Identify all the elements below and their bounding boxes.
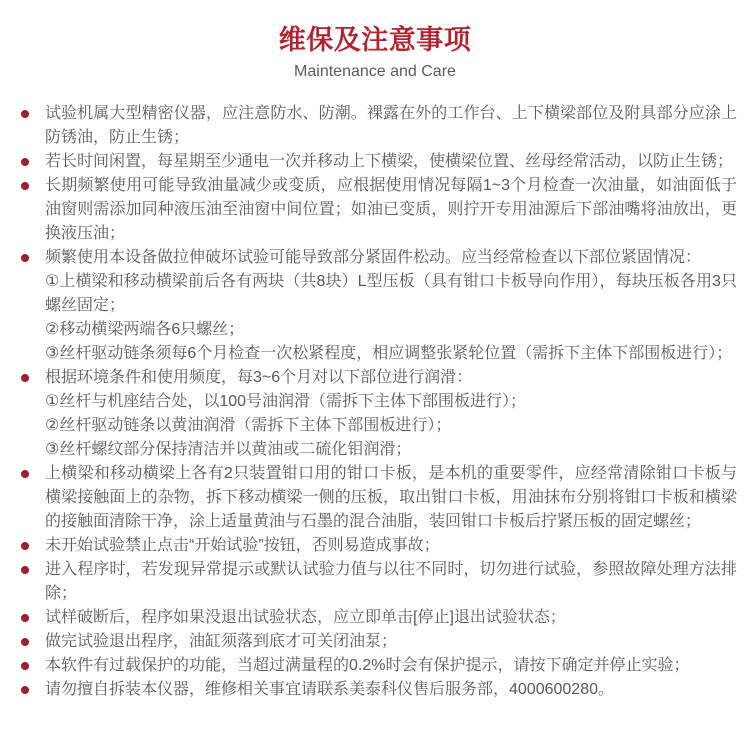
list-item [45,462,737,534]
note-content [45,102,737,150]
note-text: 进入程序时，若发现异常提示或默认试验力值与以往不同时，切勿进行试验，参照故障处理方法排除； [45,561,737,602]
note-text: 频繁使用本设备做拉伸破坏试验可能导致部分紧固件松动。应当经常检查以下部位紧固情况： [45,249,702,266]
bullet-icon [21,686,29,694]
note-text: 若长时间闲置，每星期至少通电一次并移动上下横梁，使横梁位置、丝母经常活动，以防止生锈； [45,153,734,170]
maintenance-notes-list [0,102,750,702]
note-text: 未开始试验禁止点击“开始试验”按钮，否则易造成事故； [45,537,440,554]
bullet-icon [21,566,29,574]
bullet-icon [21,470,29,478]
bullet-icon [21,374,29,382]
bullet-icon [21,638,29,646]
bullet-icon [21,662,29,670]
note-subitem: ③丝杆螺纹部分保持清洁并以黄油或二硫化钼润滑； [45,441,412,458]
note-content [45,654,737,678]
page-header [0,0,750,83]
note-text: 本软件有过载保护的功能，当超过满量程的0.2%时会有保护提示，请按下确定并停止实验； [45,657,690,674]
note-text: 上横梁和移动横梁上各有2只装置钳口用的钳口卡板，是本机的重要零件，应经常清除钳口卡板与横梁接触面上的杂物，拆下移动横梁一侧的压板，取出钳口卡板，用油抹布分别将钳口卡板和横梁的接触面清除干净，涂上适量黄油与石墨的混合油脂，装回钳口卡板后拧紧压板的固定螺丝； [45,465,737,530]
note-content [45,534,737,558]
note-subitem: ②丝杆驱动链条以黄油润滑（需拆下主体下部围板进行）； [45,417,452,434]
note-text: 做完试验退出程序，油缸须落到底才可关闭油泵； [45,633,398,650]
list-item [45,150,737,174]
note-content [45,678,737,702]
page-subtitle: Maintenance and Care [294,63,456,80]
note-content [45,174,737,246]
list-item [45,534,737,558]
bullet-icon [21,254,29,262]
note-content [45,630,737,654]
list-item [45,102,737,150]
list-item [45,678,737,702]
note-text: 长期频繁使用可能导致油量减少或变质，应根据使用情况每隔1~3个月检查一次油量，如油面低于油窗则需添加同种液压油至油窗中间位置；如油已变质，则拧开专用油源后下部油嘴将油放出，更换液压油； [45,177,737,242]
note-subitem: ①丝杆与机座结合处，以100号油润滑（需拆下主体下部围板进行）； [45,393,527,410]
list-item [45,630,737,654]
note-subitem: ②移动横梁两端各6只螺丝； [45,321,245,338]
list-item [45,654,737,678]
list-item [45,174,737,246]
note-content [45,366,737,462]
list-item [45,366,737,462]
note-text: 试样破断后，程序如果没退出试验状态，应立即单击[停止]退出试验状态； [45,609,566,626]
bullet-icon [21,182,29,190]
note-content [45,246,737,366]
bullet-icon [21,614,29,622]
note-subitem: ③丝杆驱动链条须每6个月检查一次松紧程度，相应调整张紧轮位置（需拆下主体下部围板进行）； [45,345,733,362]
note-content [45,558,737,606]
page-title: 维保及注意事项 [278,25,472,55]
bullet-icon [21,110,29,118]
list-item [45,558,737,606]
note-subitem: ①上横梁和移动横梁前后各有两块（共8块）L型压板（具有钳口卡板导向作用），每块压板各用3只螺丝固定； [45,273,737,314]
note-content [45,150,737,174]
note-content [45,606,737,630]
list-item [45,246,737,366]
note-text: 请勿擅自拆装本仪器，维修相关事宜请联系美泰科仪售后服务部，4000600280。 [45,681,614,698]
bullet-icon [21,158,29,166]
note-text: 试验机属大型精密仪器，应注意防水、防潮。裸露在外的工作台、上下横梁部位及附具部分应涂上防锈油，防止生锈； [45,105,737,146]
note-content [45,462,737,534]
bullet-icon [21,542,29,550]
list-item [45,606,737,630]
note-text: 根据环境条件和使用频度，每3~6个月对以下部位进行润滑： [45,369,473,386]
